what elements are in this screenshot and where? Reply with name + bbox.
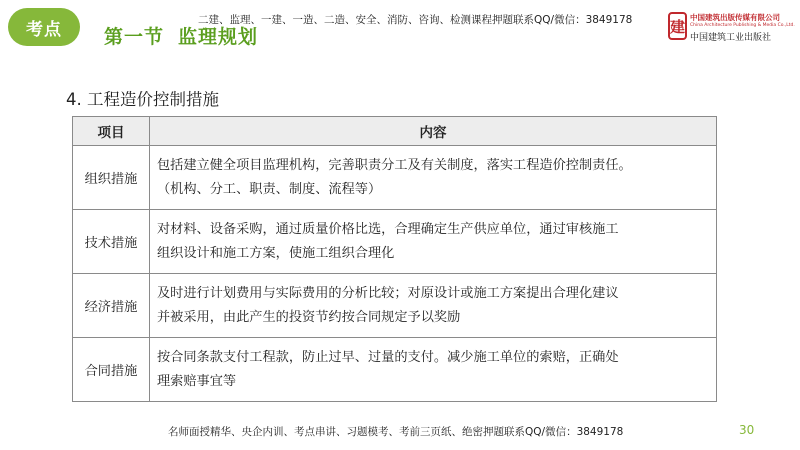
header-item: 项目 [73,117,150,146]
table-row [73,274,717,338]
content-line: （机构、分工、职责、制度、流程等） [157,181,382,197]
logo-cn-name: 中国建筑出版传媒有限公司 [690,13,781,22]
row-item: 组织措施 [73,146,150,210]
content-line: 对材料、设备采购，通过质量价格比选，合理确定生产供应单位，通过审核施工 [157,221,619,237]
publisher-logo-icon: 建 [668,12,687,40]
content-line: 按合同条款支付工程款，防止过早、过量的支付。减少施工单位的索赔，正确处 [157,349,619,365]
top-banner: 二建、监理、一建、一造、二造、安全、消防、咨询、检测课程押题联系QQ/微信：3849178 [198,14,633,26]
content-line: 理索赔事宜等 [157,373,237,389]
measures-table [72,116,717,402]
content-line: 组织设计和施工方案，使施工组织合理化 [157,245,395,261]
table-row [73,210,717,274]
content-line: 并被采用，由此产生的投资节约按合同规定予以奖励 [157,309,461,325]
row-content [150,274,717,338]
section-name: 监理规划 [178,26,259,48]
row-content [150,338,717,402]
section-number: 第一节 [104,26,165,48]
logo-script-name: 中国建筑工业出版社 [690,33,772,43]
row-item: 合同措施 [73,338,150,402]
content-line: 及时进行计划费用与实际费用的分析比较；对原设计或施工方案提出合理化建议 [157,285,619,301]
publisher-logo [668,12,795,43]
logo-en-name: China Architecture Publishing & Media Co.,Ltd. [690,23,795,28]
topic-badge: 考点 [8,8,80,46]
table-row [73,146,717,210]
footer-banner: 名师面授精华、央企内训、考点串讲、习题模考、考前三页纸、绝密押题联系QQ/微信：3849178 [168,426,624,438]
row-item: 经济措施 [73,274,150,338]
row-item: 技术措施 [73,210,150,274]
row-content [150,146,717,210]
header-content: 内容 [150,117,717,146]
table-header-row [73,117,717,146]
row-content [150,210,717,274]
page-number: 30 [739,423,755,437]
content-line: 包括建立健全项目监理机构，完善职责分工及有关制度，落实工程造价控制责任。 [157,157,632,173]
table-row [73,338,717,402]
page-heading: 4. 工程造价控制措施 [66,90,219,109]
